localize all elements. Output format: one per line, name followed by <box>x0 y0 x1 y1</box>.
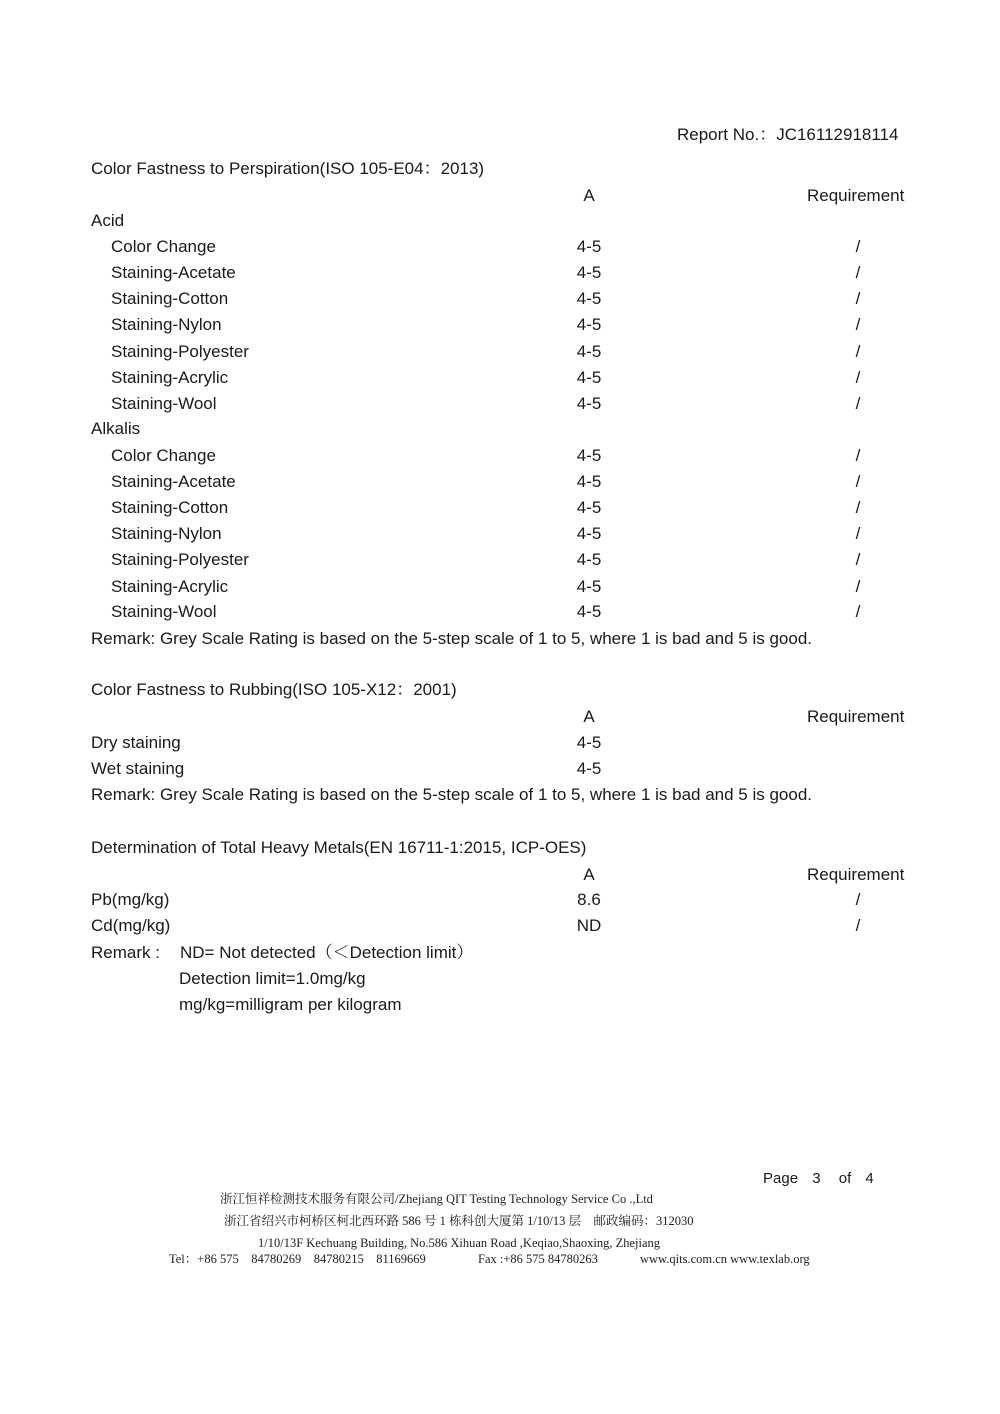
page-of-label: of <box>838 1170 852 1187</box>
row-requirement: / <box>855 602 861 621</box>
row-requirement: / <box>855 550 861 569</box>
row-requirement: / <box>855 394 861 413</box>
row-a-value: 4-5 <box>576 237 602 256</box>
row-a-value: 4-5 <box>576 446 602 465</box>
rubbing-remark: Remark: Grey Scale Rating is based on the 5-step scale of 1 to 5, where 1 is bad and 5 is good. <box>91 785 813 804</box>
row-requirement: / <box>855 342 861 361</box>
row-a-value: 4-5 <box>576 524 602 543</box>
row-requirement: / <box>855 577 861 596</box>
row-a-value: 4-5 <box>576 733 602 752</box>
rubbing-title: Color Fastness to Rubbing(ISO 105-X12：2001) <box>91 680 457 699</box>
row-a-value: 4-5 <box>576 368 602 387</box>
row-a-value: 4-5 <box>576 263 602 282</box>
row-a-value: 4-5 <box>576 342 602 361</box>
heavy-metals-remark-line: ND= Not detected（＜Detection limit） <box>180 943 474 962</box>
perspiration-col-req-header: Requirement <box>807 186 905 205</box>
footer-web: www.qits.com.cn www.texlab.org <box>640 1252 810 1266</box>
row-name: Color Change <box>111 446 216 465</box>
page-label: Page <box>763 1170 799 1187</box>
footer-company: 浙江恒祥检测技术服务有限公司/Zhejiang QIT Testing Technology Service Co .,Ltd <box>220 1192 653 1206</box>
row-name: Staining-Wool <box>111 602 217 621</box>
row-name: Staining-Nylon <box>111 315 222 334</box>
alkalis-label: Alkalis <box>91 419 141 438</box>
row-name: Staining-Nylon <box>111 524 222 543</box>
row-name: Staining-Polyester <box>111 342 249 361</box>
row-name: Staining-Wool <box>111 394 217 413</box>
row-name: Staining-Acrylic <box>111 368 229 387</box>
row-name: Staining-Acetate <box>111 263 236 282</box>
footer-address-cn: 浙江省绍兴市柯桥区柯北西环路 586 号 1 栋科创大厦第 1/10/13 层 邮政编码：312030 <box>224 1214 694 1228</box>
row-a-value: 4-5 <box>576 315 602 334</box>
row-a-value: ND <box>576 916 602 935</box>
row-requirement: / <box>855 368 861 387</box>
row-a-value: 4-5 <box>576 550 602 569</box>
row-a-value: 4-5 <box>576 577 602 596</box>
row-requirement: / <box>855 237 861 256</box>
footer-address-en: 1/10/13F Kechuang Building, No.586 Xihuan Road ,Keqiao,Shaoxing, Zhejiang <box>258 1236 661 1250</box>
row-a-value: 4-5 <box>576 472 602 491</box>
row-name: Staining-Cotton <box>111 498 229 517</box>
rubbing-col-req-header: Requirement <box>807 707 905 726</box>
page-indicator <box>763 1169 874 1189</box>
row-name: Pb(mg/kg) <box>91 890 170 909</box>
page-current: 3 <box>812 1170 821 1187</box>
heavy-metals-remark-label: Remark : <box>91 943 160 962</box>
rubbing-col-a-header: A <box>583 707 595 726</box>
row-name: Staining-Cotton <box>111 289 229 308</box>
acid-label: Acid <box>91 211 125 230</box>
heavy-metals-remark-line: Detection limit=1.0mg/kg <box>179 969 366 988</box>
row-a-value: 4-5 <box>576 602 602 621</box>
row-a-value: 4-5 <box>576 394 602 413</box>
row-name: Staining-Polyester <box>111 550 249 569</box>
perspiration-remark: Remark: Grey Scale Rating is based on the 5-step scale of 1 to 5, where 1 is bad and 5 is good. <box>91 629 813 648</box>
row-requirement: / <box>855 916 861 935</box>
row-name: Staining-Acrylic <box>111 577 229 596</box>
report-number: Report No.：JC16112918114 <box>677 125 899 144</box>
row-requirement: / <box>855 472 861 491</box>
row-requirement: / <box>855 289 861 308</box>
row-name: Cd(mg/kg) <box>91 916 171 935</box>
footer-fax: Fax :+86 575 84780263 <box>478 1252 598 1266</box>
perspiration-title: Color Fastness to Perspiration(ISO 105-E04：2013) <box>91 159 485 178</box>
heavy-metals-title: Determination of Total Heavy Metals(EN 16711-1:2015, ICP-OES) <box>91 838 587 857</box>
row-requirement: / <box>855 263 861 282</box>
row-requirement: / <box>855 498 861 517</box>
heavy-metals-col-a-header: A <box>583 865 595 884</box>
page-total: 4 <box>865 1170 874 1187</box>
footer-tel: Tel：+86 575 84780269 84780215 81169669 <box>169 1252 426 1266</box>
row-a-value: 4-5 <box>576 498 602 517</box>
heavy-metals-remark-line: mg/kg=milligram per kilogram <box>179 995 402 1014</box>
row-requirement: / <box>855 890 861 909</box>
row-a-value: 4-5 <box>576 289 602 308</box>
row-requirement: / <box>855 524 861 543</box>
row-name: Dry staining <box>91 733 181 752</box>
row-name: Staining-Acetate <box>111 472 236 491</box>
row-requirement: / <box>855 315 861 334</box>
row-a-value: 8.6 <box>577 890 601 909</box>
row-name: Wet staining <box>91 759 185 778</box>
row-a-value: 4-5 <box>576 759 602 778</box>
row-requirement: / <box>855 446 861 465</box>
perspiration-col-a-header: A <box>583 186 595 205</box>
row-name: Color Change <box>111 237 216 256</box>
heavy-metals-col-req-header: Requirement <box>807 865 905 884</box>
